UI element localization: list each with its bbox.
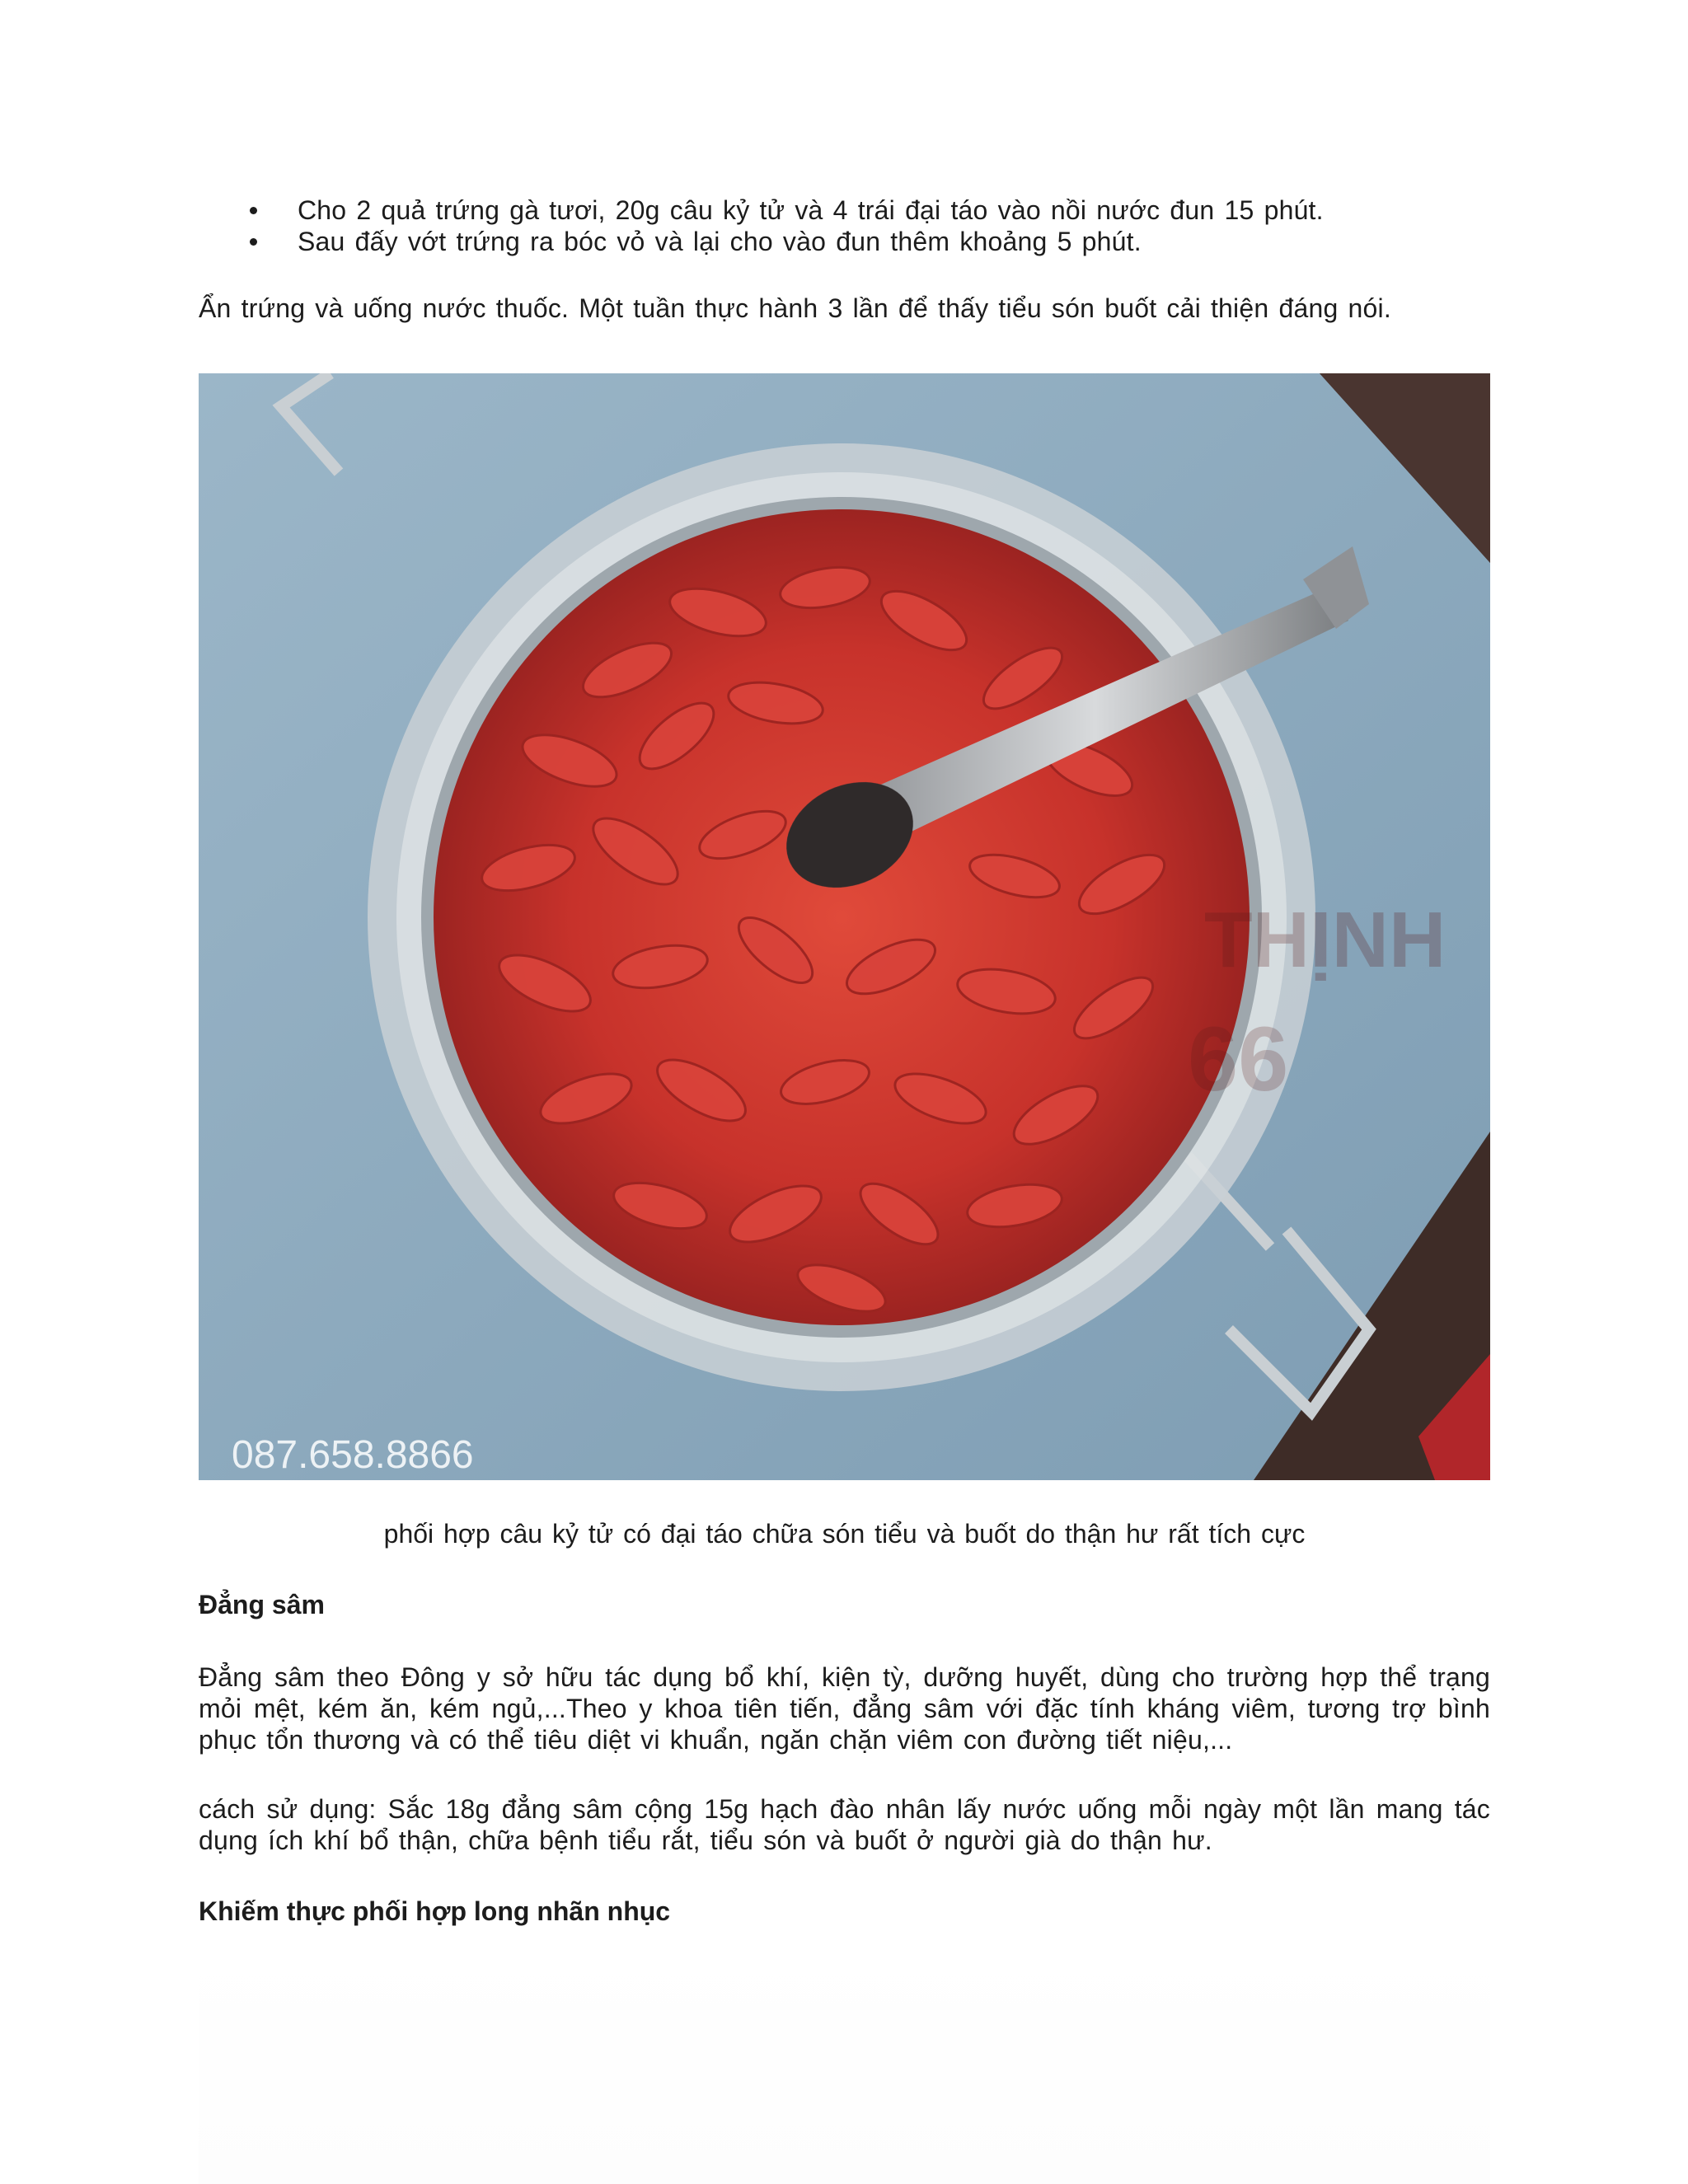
section-heading-dang-sam: Đẳng sâm bbox=[199, 1590, 325, 1619]
bullet-icon bbox=[250, 238, 257, 246]
goji-berries-jar-photo bbox=[199, 373, 1490, 1480]
intro-paragraph: Ẩn trứng và uống nước thuốc. Một tuần thực hành 3 lần để thấy tiểu són buốt cải thiện đáng nói. bbox=[199, 293, 1391, 323]
watermark-brand: THỊNH bbox=[1204, 896, 1447, 984]
bullet-list bbox=[199, 194, 1490, 257]
dang-sam-paragraph-2: cách sử dụng: Sắc 18g đẳng sâm cộng 15g hạch đào nhân lấy nước uống mỗi ngày một lần mang tác dụng ích khí bổ thận, chữa bệnh tiểu rắt, tiểu són và buốt ở người già do thận hư. bbox=[199, 1794, 1490, 1855]
bullet-item bbox=[199, 226, 1490, 257]
dang-sam-paragraph-1: Đẳng sâm theo Đông y sở hữu tác dụng bổ khí, kiện tỳ, dưỡng huyết, dùng cho trường hợp thể trạng mỏi mệt, kém ăn, kém ngủ,...Theo y khoa tiên tiến, đẳng sâm với đặc tính kháng viêm, tương trợ bình phục tổn thương và có thể tiêu diệt vi khuẩn, ngăn chặn viêm con đường tiết niệu,... bbox=[199, 1662, 1490, 1755]
dang-sam-usage bbox=[199, 1793, 1490, 1856]
bullet-item bbox=[199, 194, 1490, 226]
section-heading-khiem-thuc: Khiếm thực phối hợp long nhãn nhục bbox=[199, 1896, 671, 1926]
photo-caption: phối hợp câu kỷ tử có đại táo chữa són tiểu và buốt do thận hư rất tích cực bbox=[383, 1519, 1306, 1549]
bullet-icon bbox=[250, 207, 257, 214]
instruction-block bbox=[199, 194, 1490, 324]
watermark-phone: 087.658.8866 bbox=[232, 1433, 474, 1477]
bullet-text: Sau đấy vớt trứng ra bóc vỏ và lại cho vào đun thêm khoảng 5 phút. bbox=[298, 227, 1142, 256]
watermark-digits: 66 bbox=[1188, 1009, 1289, 1110]
bullet-text: Cho 2 quả trứng gà tươi, 20g câu kỷ tử và 4 trái đại táo vào nồi nước đun 15 phút. bbox=[298, 195, 1324, 225]
blank-area bbox=[199, 1945, 1490, 2184]
dang-sam-description bbox=[199, 1661, 1490, 1755]
